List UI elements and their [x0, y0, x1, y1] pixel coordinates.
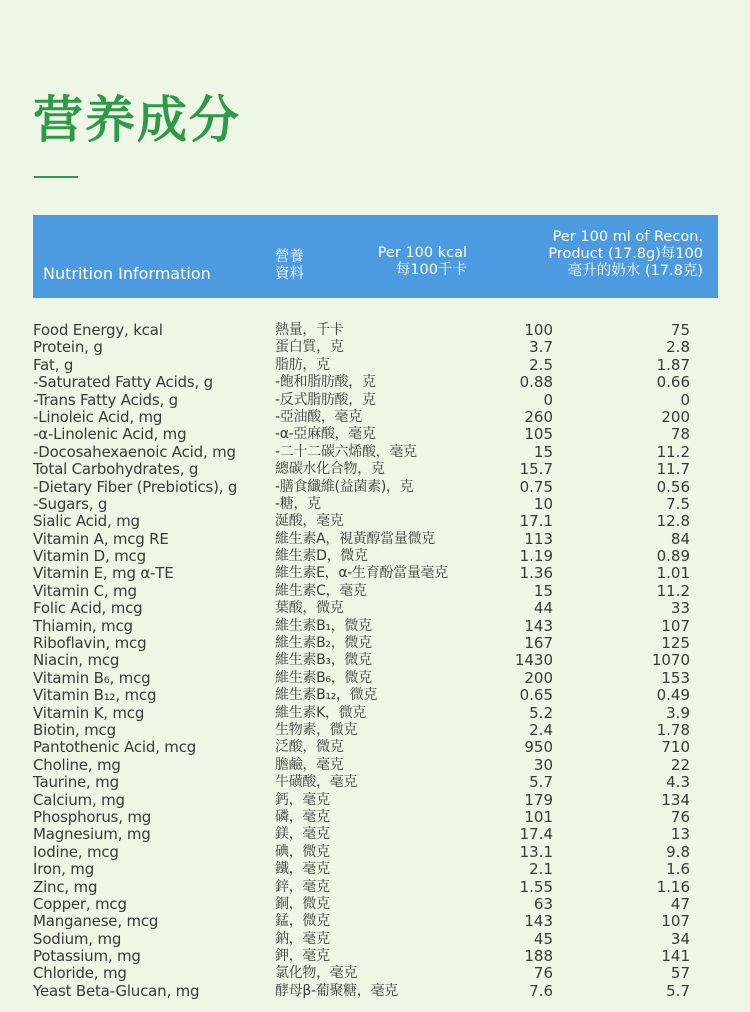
value-per-100ml: 34 [670, 929, 690, 948]
nutrient-chinese: 蛋白質，克 [275, 339, 344, 356]
table-row [33, 426, 718, 443]
value-per-100ml: 11.2 [656, 442, 690, 461]
nutrient-chinese: 維生素E，α-生育酚當量毫克 [275, 565, 448, 582]
value-per-100kcal: 143 [524, 912, 553, 931]
nutrient-english: Folic Acid, mcg [33, 599, 143, 618]
table-row [33, 565, 718, 582]
value-per-100ml: 710 [661, 738, 690, 757]
value-per-100ml: 0.66 [656, 373, 690, 392]
nutrient-english: Riboflavin, mcg [33, 634, 147, 653]
value-per-100ml: 9.8 [666, 842, 690, 861]
table-row [33, 635, 718, 652]
table-row [33, 670, 718, 687]
value-per-100kcal: 143 [524, 616, 553, 635]
value-per-100ml: 1070 [651, 651, 690, 670]
value-per-100kcal: 15 [533, 581, 553, 600]
value-per-100kcal: 1.19 [519, 547, 553, 566]
nutrient-chinese: 銅，微克 [275, 895, 330, 912]
table-row [33, 531, 718, 548]
nutrient-chinese: 維生素B₃，微克 [275, 652, 372, 669]
nutrient-chinese: 磷，毫克 [275, 808, 330, 825]
table-row [33, 583, 718, 600]
value-per-100ml: 76 [670, 807, 690, 826]
nutrient-chinese: 牛磺酸，毫克 [275, 774, 358, 791]
nutrient-english: -Trans Fatty Acids, g [33, 390, 178, 409]
nutrient-chinese: 鎂，毫克 [275, 826, 330, 843]
header-per-100kcal: Per 100 kcal 每100千卡 [377, 245, 467, 278]
value-per-100kcal: 200 [524, 668, 553, 687]
value-per-100ml: 0 [680, 390, 690, 409]
table-row [33, 931, 718, 948]
value-per-100kcal: 101 [524, 807, 553, 826]
nutrient-english: Fat, g [33, 355, 74, 374]
nutrient-english: Yeast Beta-Glucan, mg [33, 981, 200, 1000]
value-per-100ml: 47 [670, 894, 690, 913]
nutrient-chinese: 鉀，毫克 [275, 948, 330, 965]
value-per-100kcal: 45 [533, 929, 553, 948]
table-row [33, 983, 718, 1000]
table-row [33, 357, 718, 374]
table-row [33, 722, 718, 739]
table-row [33, 548, 718, 565]
nutrient-english: Sialic Acid, mg [33, 512, 140, 531]
table-row [33, 392, 718, 409]
nutrient-chinese: 葉酸，微克 [275, 600, 344, 617]
nutrient-english: Biotin, mcg [33, 720, 116, 739]
nutrient-english: Zinc, mg [33, 877, 98, 896]
table-row [33, 618, 718, 635]
nutrient-english: -α-Linolenic Acid, mg [33, 425, 187, 444]
nutrient-chinese: 維生素K，微克 [275, 704, 367, 721]
nutrient-chinese: 維生素B₆，微克 [275, 669, 372, 686]
nutrient-english: Thiamin, mcg [33, 616, 133, 635]
nutrient-chinese: 生物素，微克 [275, 721, 358, 738]
header-chinese: 營養 資料 [275, 249, 304, 282]
value-per-100ml: 1.16 [656, 877, 690, 896]
nutrient-english: Calcium, mg [33, 790, 125, 809]
value-per-100kcal: 17.4 [519, 825, 553, 844]
value-per-100kcal: 3.7 [529, 338, 553, 357]
table-row [33, 600, 718, 617]
value-per-100ml: 107 [661, 616, 690, 635]
value-per-100ml: 22 [670, 755, 690, 774]
value-per-100kcal: 15 [533, 442, 553, 461]
nutrient-chinese: 維生素B₁，微克 [275, 617, 372, 634]
value-per-100ml: 5.7 [666, 981, 690, 1000]
value-per-100ml: 1.01 [656, 564, 690, 583]
value-per-100ml: 4.3 [666, 773, 690, 792]
value-per-100kcal: 0.75 [519, 477, 553, 496]
nutrient-english: Magnesium, mg [33, 825, 151, 844]
nutrient-chinese: 維生素A，視黃醇當量微克 [275, 530, 435, 547]
nutrient-chinese: 維生素B₂，微克 [275, 635, 372, 652]
value-per-100kcal: 0 [543, 390, 553, 409]
table-row [33, 896, 718, 913]
nutrient-english: Vitamin B₁₂, mcg [33, 686, 157, 705]
nutrient-english: Iron, mg [33, 860, 95, 879]
nutrient-english: Taurine, mg [33, 773, 119, 792]
nutrient-chinese: -α-亞麻酸，毫克 [275, 426, 376, 443]
nutrition-table-body [33, 322, 718, 1000]
value-per-100ml: 57 [670, 964, 690, 983]
nutrient-chinese: 鈣，毫克 [275, 791, 330, 808]
nutrient-english: -Sugars, g [33, 494, 108, 513]
value-per-100kcal: 0.88 [519, 373, 553, 392]
value-per-100ml: 84 [670, 529, 690, 548]
nutrient-chinese: -膳食纖維(益菌素)，克 [275, 478, 414, 495]
table-row [33, 374, 718, 391]
value-per-100ml: 1.6 [666, 860, 690, 879]
value-per-100ml: 11.2 [656, 581, 690, 600]
nutrient-english: Niacin, mcg [33, 651, 120, 670]
table-row [33, 409, 718, 426]
value-per-100ml: 13 [670, 825, 690, 844]
table-row [33, 774, 718, 791]
nutrient-chinese: -亞油酸，毫克 [275, 408, 362, 425]
table-row [33, 687, 718, 704]
nutrient-chinese: 維生素B₁₂，微克 [275, 687, 378, 704]
nutrient-chinese: 涎酸，毫克 [275, 513, 344, 530]
value-per-100ml: 107 [661, 912, 690, 931]
value-per-100kcal: 167 [524, 634, 553, 653]
title-underline [34, 176, 78, 178]
nutrient-english: Sodium, mg [33, 929, 122, 948]
value-per-100ml: 78 [670, 425, 690, 444]
value-per-100kcal: 100 [524, 321, 553, 339]
table-row [33, 339, 718, 356]
value-per-100ml: 3.9 [666, 703, 690, 722]
nutrient-english: Choline, mg [33, 755, 121, 774]
value-per-100kcal: 7.6 [529, 981, 553, 1000]
nutrient-english: Chloride, mg [33, 964, 127, 983]
nutrient-english: Vitamin K, mcg [33, 703, 145, 722]
page-title: 营养成分 [33, 91, 241, 149]
table-row [33, 757, 718, 774]
nutrient-chinese: -糖，克 [275, 495, 321, 512]
value-per-100kcal: 63 [533, 894, 553, 913]
table-row [33, 861, 718, 878]
nutrient-english: -Dietary Fiber (Prebiotics), g [33, 477, 238, 496]
nutrient-chinese: 鈉，毫克 [275, 930, 330, 947]
table-row [33, 913, 718, 930]
nutrient-chinese: 氯化物，毫克 [275, 965, 358, 982]
value-per-100kcal: 0.65 [519, 686, 553, 705]
value-per-100kcal: 2.5 [529, 355, 553, 374]
nutrient-english: Total Carbohydrates, g [33, 460, 199, 479]
value-per-100ml: 1.78 [656, 720, 690, 739]
nutrient-english: -Docosahexaenoic Acid, mg [33, 442, 236, 461]
header-per-100ml: Per 100 ml of Recon. Product (17.8g)每100 毫升的奶水 (17.8克) [548, 229, 703, 279]
table-row [33, 792, 718, 809]
value-per-100kcal: 1.55 [519, 877, 553, 896]
nutrient-english: Vitamin A, mcg RE [33, 529, 169, 548]
nutrient-english: Vitamin D, mcg [33, 547, 146, 566]
nutrient-chinese: 維生素D，微克 [275, 548, 368, 565]
nutrient-chinese: -二十二碳六烯酸，毫克 [275, 443, 417, 460]
nutrient-english: Vitamin E, mg α-TE [33, 564, 174, 583]
value-per-100ml: 1.87 [656, 355, 690, 374]
nutrient-chinese: 鐵，毫克 [275, 861, 330, 878]
value-per-100kcal: 10 [533, 494, 553, 513]
table-row [33, 513, 718, 530]
table-row [33, 826, 718, 843]
value-per-100ml: 0.89 [656, 547, 690, 566]
nutrient-english: Manganese, mcg [33, 912, 159, 931]
value-per-100kcal: 30 [533, 755, 553, 774]
nutrient-chinese: 泛酸，微克 [275, 739, 344, 756]
table-row [33, 739, 718, 756]
nutrient-english: Vitamin C, mg [33, 581, 137, 600]
table-row [33, 322, 718, 339]
nutrient-english: Phosphorus, mg [33, 807, 152, 826]
nutrient-chinese: 鋅，毫克 [275, 878, 330, 895]
value-per-100kcal: 2.1 [529, 860, 553, 879]
value-per-100kcal: 1.36 [519, 564, 553, 583]
value-per-100kcal: 179 [524, 790, 553, 809]
value-per-100ml: 125 [661, 634, 690, 653]
value-per-100ml: 12.8 [656, 512, 690, 531]
value-per-100kcal: 13.1 [519, 842, 553, 861]
value-per-100kcal: 113 [524, 529, 553, 548]
table-row [33, 844, 718, 861]
value-per-100ml: 0.56 [656, 477, 690, 496]
nutrient-chinese: 碘，微克 [275, 843, 330, 860]
nutrient-english: -Linoleic Acid, mg [33, 407, 163, 426]
nutrient-chinese: 維生素C，毫克 [275, 582, 367, 599]
table-row [33, 496, 718, 513]
value-per-100ml: 33 [670, 599, 690, 618]
nutrient-english: Iodine, mcg [33, 842, 119, 861]
nutrient-english: Pantothenic Acid, mcg [33, 738, 197, 757]
value-per-100kcal: 105 [524, 425, 553, 444]
nutrient-chinese: 脂肪，克 [275, 356, 330, 373]
table-row [33, 965, 718, 982]
table-row [33, 652, 718, 669]
value-per-100ml: 134 [661, 790, 690, 809]
value-per-100kcal: 950 [524, 738, 553, 757]
nutrient-chinese: -飽和脂肪酸，克 [275, 374, 376, 391]
table-row [33, 948, 718, 965]
value-per-100kcal: 15.7 [519, 460, 553, 479]
value-per-100kcal: 76 [533, 964, 553, 983]
value-per-100ml: 153 [661, 668, 690, 687]
value-per-100ml: 11.7 [656, 460, 690, 479]
value-per-100kcal: 1430 [514, 651, 553, 670]
value-per-100ml: 200 [661, 407, 690, 426]
value-per-100kcal: 44 [533, 599, 553, 618]
value-per-100kcal: 5.2 [529, 703, 553, 722]
table-row [33, 809, 718, 826]
value-per-100kcal: 188 [524, 947, 553, 966]
value-per-100ml: 141 [661, 947, 690, 966]
table-row [33, 461, 718, 478]
value-per-100ml: 0.49 [656, 686, 690, 705]
value-per-100kcal: 5.7 [529, 773, 553, 792]
nutrient-chinese: 酵母β-葡聚糖，毫克 [275, 982, 398, 999]
table-row [33, 879, 718, 896]
header-english: Nutrition Information [43, 264, 211, 283]
value-per-100ml: 75 [670, 321, 690, 339]
nutrient-english: Vitamin B₆, mcg [33, 668, 151, 687]
nutrient-chinese: -反式脂肪酸，克 [275, 391, 376, 408]
nutrient-english: Potassium, mg [33, 947, 141, 966]
table-header [33, 215, 718, 298]
value-per-100kcal: 2.4 [529, 720, 553, 739]
table-row [33, 705, 718, 722]
nutrient-english: Protein, g [33, 338, 103, 357]
value-per-100kcal: 260 [524, 407, 553, 426]
nutrient-chinese: 膽鹼，毫克 [275, 756, 344, 773]
value-per-100ml: 7.5 [666, 494, 690, 513]
nutrient-chinese: 總碳水化合物，克 [275, 461, 385, 478]
table-row [33, 479, 718, 496]
table-row [33, 444, 718, 461]
nutrient-english: Food Energy, kcal [33, 321, 163, 339]
nutrient-english: -Saturated Fatty Acids, g [33, 373, 213, 392]
value-per-100ml: 2.8 [666, 338, 690, 357]
nutrient-chinese: 熱量，千卡 [275, 322, 344, 338]
value-per-100kcal: 17.1 [519, 512, 553, 531]
nutrient-chinese: 錳，微克 [275, 913, 330, 930]
nutrient-english: Copper, mcg [33, 894, 127, 913]
